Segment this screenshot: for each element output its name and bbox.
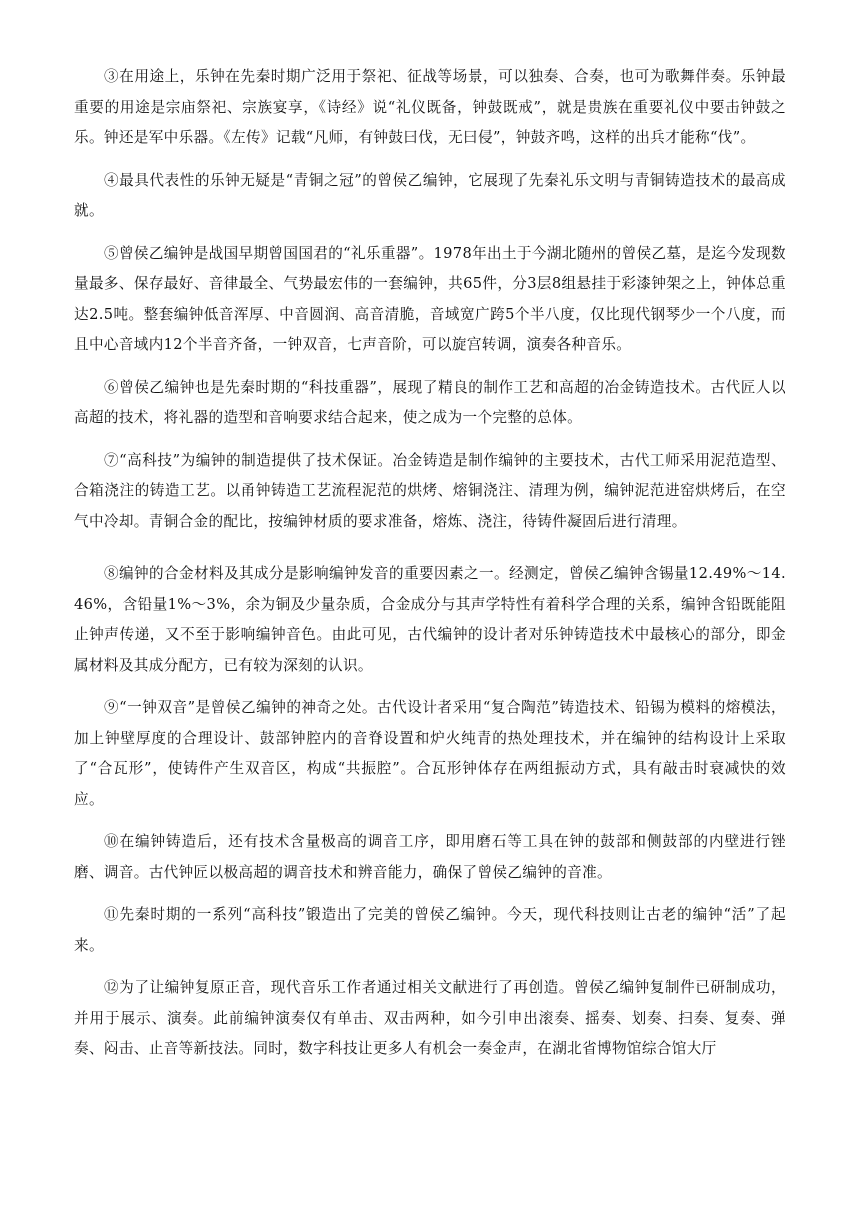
document-page — [74, 62, 786, 1077]
paragraph-7: ⑦“高科技”为编钟的制造提供了技术保证。冶金铸造是制作编钟的主要技术，古代工师采用泥范造型、合箱浇注的铸造工艺。以甬钟铸造工艺流程泥范的烘烤、熔铜浇注、清理为例，编钟泥范进窑烘烤后，在空气中冷却。青铜合金的配比，按编钟材质的要求准备，熔炼、浇注，待铸件凝固后进行清理。 — [74, 451, 786, 530]
paragraph-4: ④最具代表性的乐钟无疑是“青铜之冠”的曾侯乙编钟，它展现了先秦礼乐文明与青铜铸造技术的最高成就。 — [74, 171, 786, 219]
paragraph-6: ⑥曾侯乙编钟也是先秦时期的“科技重器”，展现了精良的制作工艺和高超的冶金铸造技术。古代匠人以高超的技术，将礼器的造型和音响要求结合起来，使之成为一个完整的总体。 — [74, 378, 786, 426]
paragraph-5: ⑤曾侯乙编钟是战国早期曾国国君的“礼乐重器”。1978年出土于今湖北随州的曾侯乙墓，是迄今发现数量最多、保存最好、音律最全、气势最宏伟的一套编钟，共65件，分3层8组悬挂于彩漆钟架之上，钟体总重达2.5吨。整套编钟低音浑厚、中音圆润、高音清脆，音域宽广跨5个半八度，仅比现代钢琴少一个八度，而且中心音域内12个半音齐备，一钟双音，七声音阶，可以旋宫转调，演奏各种音乐。 — [74, 244, 786, 353]
paragraph-10: ⑩在编钟铸造后，还有技术含量极高的调音工序，即用磨石等工具在钟的鼓部和侧鼓部的内壁进行锉磨、调音。古代钟匠以极高超的调音技术和辨音能力，确保了曾侯乙编钟的音准。 — [74, 833, 786, 881]
paragraph-11: ⑪先秦时期的一系列“高科技”锻造出了完美的曾侯乙编钟。今天，现代科技则让古老的编钟“活”了起来。 — [74, 906, 786, 954]
paragraph-3: ③在用途上，乐钟在先秦时期广泛用于祭祀、征战等场景，可以独奏、合奏，也可为歌舞伴奏。乐钟最重要的用途是宗庙祭祀、宗族宴享，《诗经》说“礼仪既备，钟鼓既戒”，就是贵族在重要礼仪中要击钟鼓之乐。钟还是军中乐器。《左传》记载“凡师，有钟鼓曰伐，无曰侵”，钟鼓齐鸣，这样的出兵才能称“伐”。 — [74, 68, 786, 146]
paragraph-8: ⑧编钟的合金材料及其成分是影响编钟发音的重要因素之一。经测定，曾侯乙编钟含锡量12.49%～14.46%，含铅量1%～3%，余为铜及少量杂质，合金成分与其声学特性有着科学合理的关系，编钟含铅既能阻止钟声传递，又不至于影响编钟音色。由此可见，古代编钟的设计者对乐钟铸造技术中最核心的部分，即金属材料及其成分配方，已有较为深刻的认识。 — [74, 565, 786, 674]
paragraph-12: ⑫为了让编钟复原正音，现代音乐工作者通过相关文献进行了再创造。曾侯乙编钟复制件已研制成功，并用于展示、演奏。此前编钟演奏仅有单击、双击两种，如今引申出滚奏、摇奏、划奏、扫奏、复奏、弹奏、闷击、止音等新技法。同时，数字科技让更多人有机会一奏金声，在湖北省博物馆综合馆大厅 — [74, 979, 786, 1057]
paragraph-9: ⑨“一钟双音”是曾侯乙编钟的神奇之处。古代设计者采用“复合陶范”铸造技术、铅锡为模料的熔模法，加上钟壁厚度的合理设计、鼓部钟腔内的音脊设置和炉火纯青的热处理技术，并在编钟的结构设计上采取了“合瓦形”，使铸件产生双音区，构成“共振腔”。合瓦形钟体存在两组振动方式，具有敲击时衰减快的效应。 — [74, 699, 786, 808]
